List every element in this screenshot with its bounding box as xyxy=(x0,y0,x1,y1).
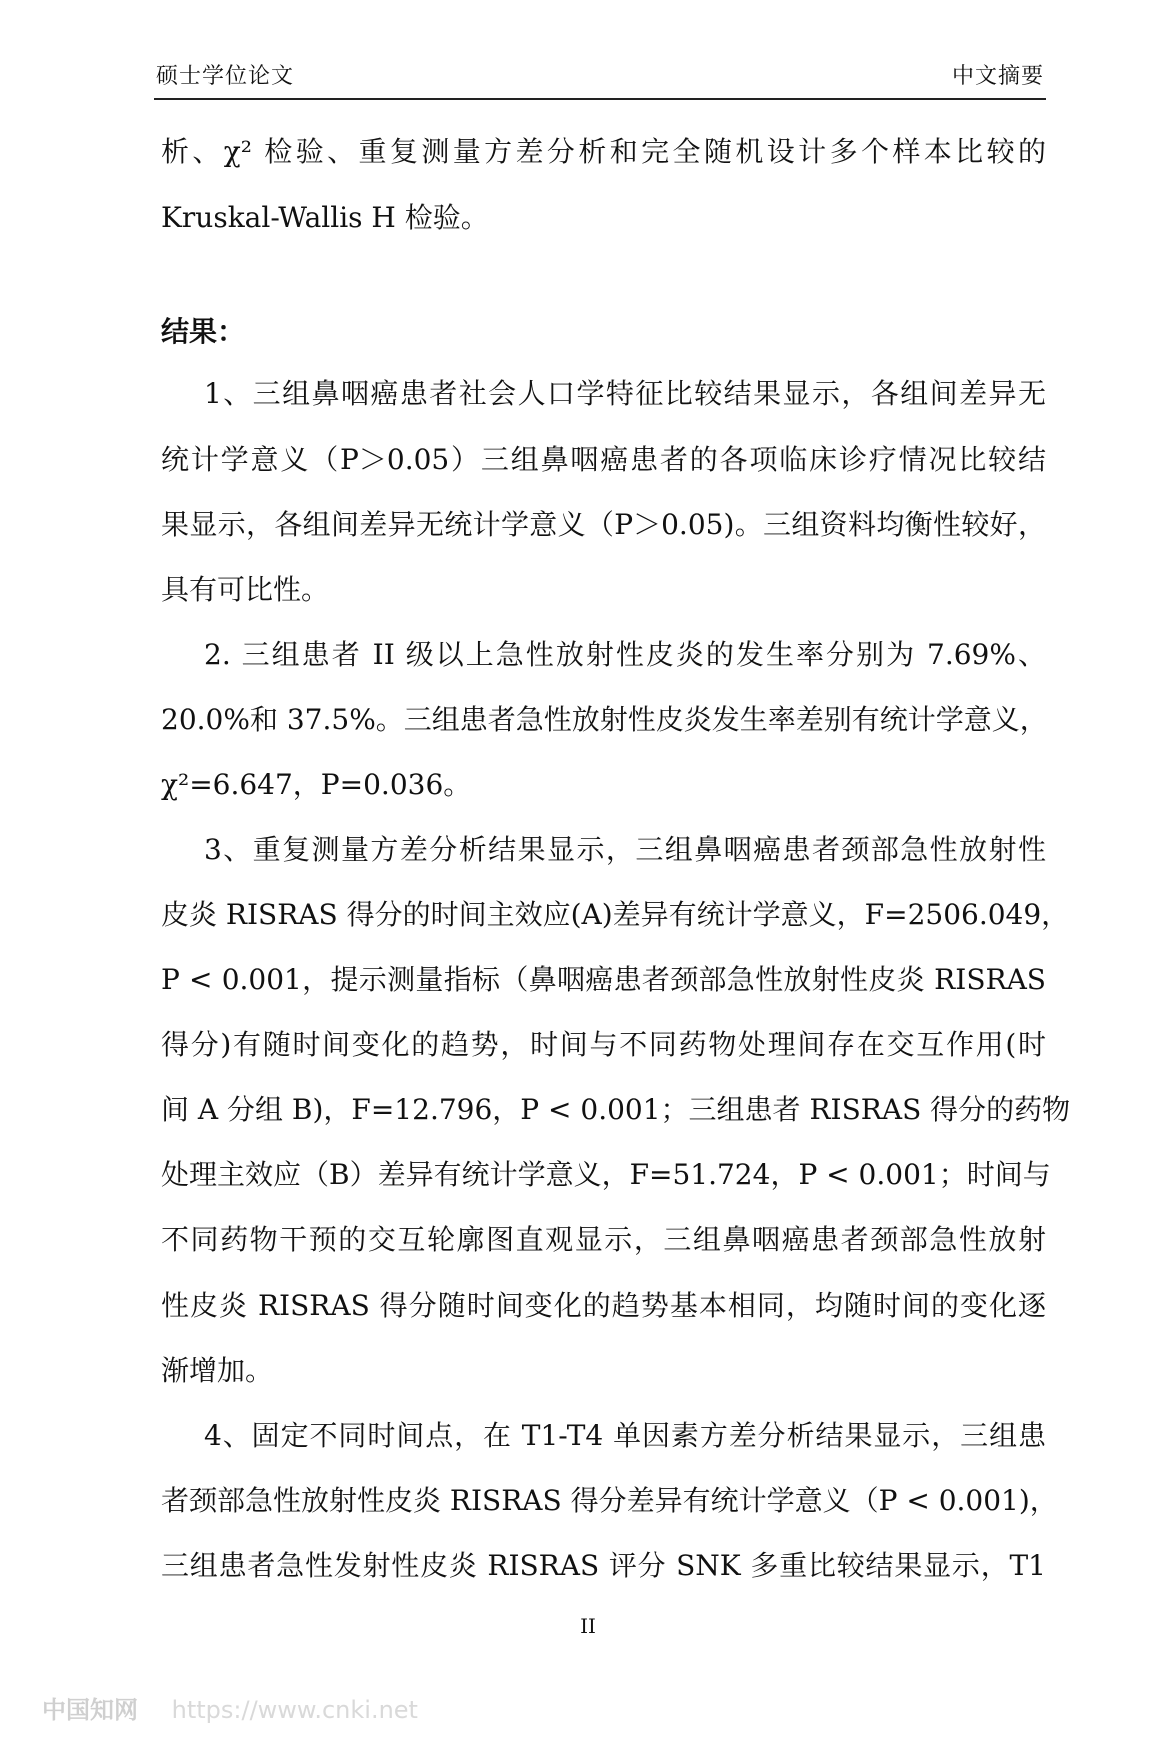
body-line: 三组患者急性发射性皮炎 RISRAS 评分 SNK 多重比较结果显示，T1 xyxy=(161,1549,1046,1582)
body-line: 具有可比性。 xyxy=(161,573,330,606)
body-line: 析、χ² 检验、重复测量方差分析和完全随机设计多个样本比较的 xyxy=(161,135,1046,168)
page-header xyxy=(154,58,1046,100)
cnki-url: https://www.cnki.net xyxy=(171,1696,418,1724)
body-line: 不同药物干预的交互轮廓图直观显示，三组鼻咽癌患者颈部急性放射 xyxy=(161,1223,1046,1256)
body-line: 皮炎 RISRAS 得分的时间主效应(A)差异有统计学意义，F=2506.049， xyxy=(161,898,1070,931)
header-section-title: 中文摘要 xyxy=(951,64,1044,89)
body-line: 得分)有随时间变化的趋势，时间与不同药物处理间存在交互作用(时 xyxy=(161,1028,1046,1061)
body-line: 果显示，各组间差异无统计学意义（P＞0.05)。三组资料均衡性较好， xyxy=(161,508,1046,541)
page-number: II xyxy=(580,1614,596,1638)
header-thesis-type: 硕士学位论文 xyxy=(156,64,295,89)
body-line: 4、固定不同时间点，在 T1-T4 单因素方差分析结果显示，三组患 xyxy=(204,1419,1046,1452)
body-line: 1、三组鼻咽癌患者社会人口学特征比较结果显示，各组间差异无 xyxy=(204,377,1046,410)
body-line: 20.0%和 37.5%。三组患者急性放射性皮炎发生率差别有统计学意义， xyxy=(161,703,1048,736)
body-line: 3、重复测量方差分析结果显示，三组鼻咽癌患者颈部急性放射性 xyxy=(204,833,1046,866)
body-line: 处理主效应（B）差异有统计学意义，F=51.724，P < 0.001；时间与 xyxy=(161,1158,1051,1191)
body-line: 者颈部急性放射性皮炎 RISRAS 得分差异有统计学意义（P < 0.001)， xyxy=(161,1484,1058,1517)
section-heading-results: 结果： xyxy=(161,315,246,348)
body-line: χ²=6.647，P=0.036。 xyxy=(161,768,472,801)
body-line: P < 0.001，提示测量指标（鼻咽癌患者颈部急性放射性皮炎 RISRAS xyxy=(161,963,1046,996)
body-line: 2. 三组患者 II 级以上急性放射性皮炎的发生率分别为 7.69%、 xyxy=(204,638,1046,671)
body-line: Kruskal-Wallis H 检验。 xyxy=(161,201,489,234)
body-line: 统计学意义（P＞0.05）三组鼻咽癌患者的各项临床诊疗情况比较结 xyxy=(161,443,1046,476)
body-line: 性皮炎 RISRAS 得分随时间变化的趋势基本相同，均随时间的变化逐 xyxy=(161,1289,1046,1322)
cnki-watermark xyxy=(42,1690,418,1725)
cnki-logo: 中国知网 xyxy=(42,1696,138,1724)
body-line: 渐增加。 xyxy=(161,1354,274,1387)
body-line: 间 A 分组 B)，F=12.796，P < 0.001；三组患者 RISRAS 得分的药物 xyxy=(161,1093,1071,1126)
